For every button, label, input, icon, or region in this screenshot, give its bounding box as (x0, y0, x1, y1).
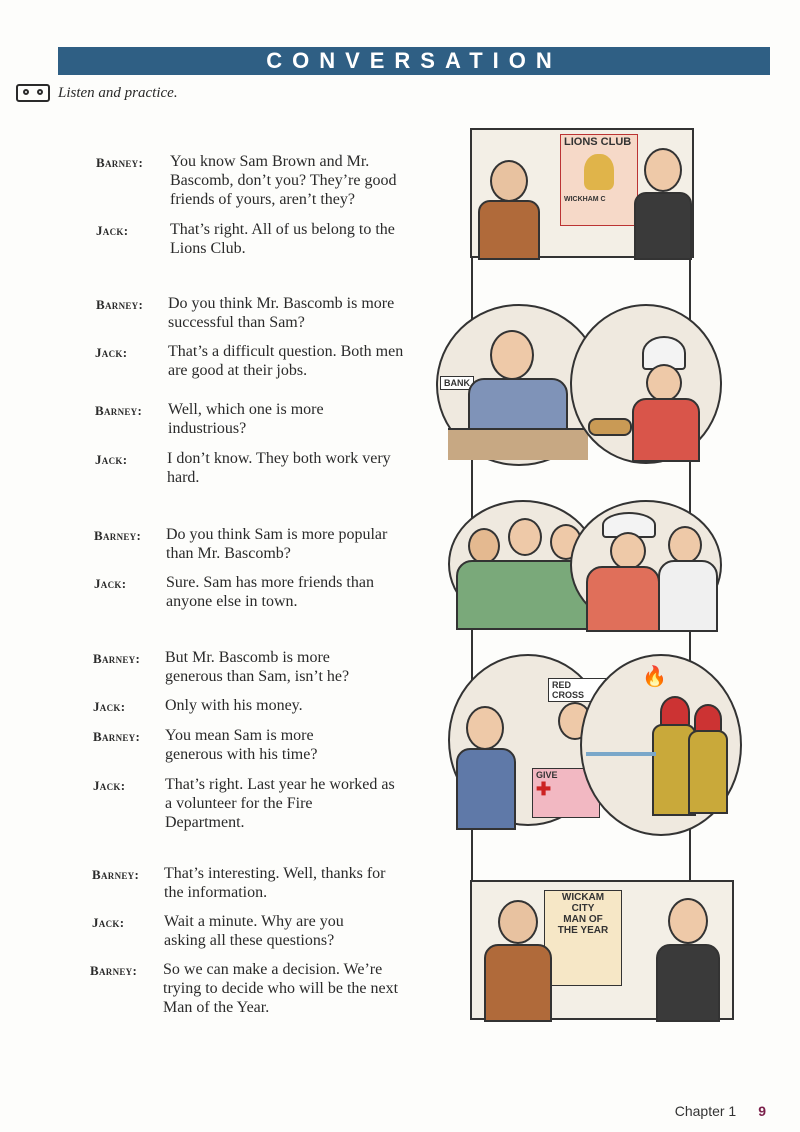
line-text: I don’t know. They both work very hard. (167, 450, 391, 486)
page-number: 9 (758, 1103, 766, 1119)
speaker: Jack: (93, 778, 126, 793)
page-footer (675, 1103, 766, 1119)
illustration-firefighters: 🔥 (580, 654, 742, 836)
give-label: GIVE (536, 770, 558, 780)
line-text: That’s interesting. Well, thanks for the information. (164, 865, 386, 901)
illustration-man-of-the-year (470, 880, 734, 1020)
lion-icon (584, 154, 614, 190)
speaker: Jack: (92, 915, 125, 930)
line-text: Do you think Sam is more popular than Mr. Bascomb? (166, 526, 388, 562)
speaker: Barney: (94, 528, 142, 543)
line-text: Sure. Sam has more friends than anyone else in town. (166, 574, 374, 610)
chapter-label: Chapter 1 (674, 1103, 737, 1119)
illustration-friends-right (570, 500, 722, 630)
line-text: But Mr. Bascomb is more generous than Sam, isn’t he? (165, 649, 350, 685)
cross-icon: ✚ (536, 779, 552, 799)
lions-club-title: LIONS CLUB (564, 136, 632, 148)
speaker: Jack: (95, 345, 128, 360)
line-text: That’s right. Last year he worked as a volunteer for the Fire Department. (165, 776, 395, 831)
award-line: THE YEAR (557, 925, 609, 936)
illustration-shoemaker (570, 304, 722, 464)
lions-club-subtitle: WICKHAM C (564, 196, 606, 203)
line-text: Wait a minute. Why are you asking all these questions? (164, 913, 344, 949)
illustration-lions-club (470, 128, 694, 258)
speaker: Barney: (96, 297, 144, 312)
person-barney (478, 160, 538, 256)
speaker: Jack: (95, 452, 128, 467)
speaker: Jack: (93, 699, 126, 714)
red-cross-sign: RED CROSS (548, 678, 606, 702)
instruction-text: Listen and practice. (58, 85, 178, 101)
lions-club-poster (560, 134, 638, 226)
section-title: CONVERSATION (58, 47, 770, 75)
speaker: Jack: (96, 223, 129, 238)
award-line: MAN OF (563, 914, 603, 925)
speaker: Barney: (95, 403, 143, 418)
line-text: Only with his money. (165, 697, 303, 714)
speaker: Barney: (93, 651, 141, 666)
person-barney (484, 900, 550, 1018)
award-line: CITY (571, 903, 595, 914)
person-jack (656, 898, 718, 1018)
person-jack (634, 148, 690, 256)
line-text: You know Sam Brown and Mr. Bascomb, don’t you? They’re good friends of yours, aren’t they? (170, 153, 397, 208)
speaker: Barney: (93, 729, 141, 744)
bank-sign: BANK (440, 376, 474, 390)
speaker: Jack: (94, 576, 127, 591)
line-text: That’s a difficult question. Both men are good at their jobs. (168, 343, 404, 379)
speaker: Barney: (96, 155, 144, 170)
cassette-icon (16, 84, 50, 102)
speaker: Barney: (90, 963, 138, 978)
award-certificate (544, 890, 622, 986)
line-text: You mean Sam is more generous with his time? (165, 727, 318, 763)
line-text: Well, which one is more industrious? (168, 401, 324, 437)
award-line: WICKAM (561, 892, 605, 903)
line-text: That’s right. All of us belong to the Lions Club. (170, 221, 395, 257)
line-text: Do you think Mr. Bascomb is more successful than Sam? (168, 295, 395, 331)
line-text: So we can make a decision. We’re trying to decide who will be the next Man of the Year. (163, 961, 399, 1016)
speaker: Barney: (92, 867, 140, 882)
